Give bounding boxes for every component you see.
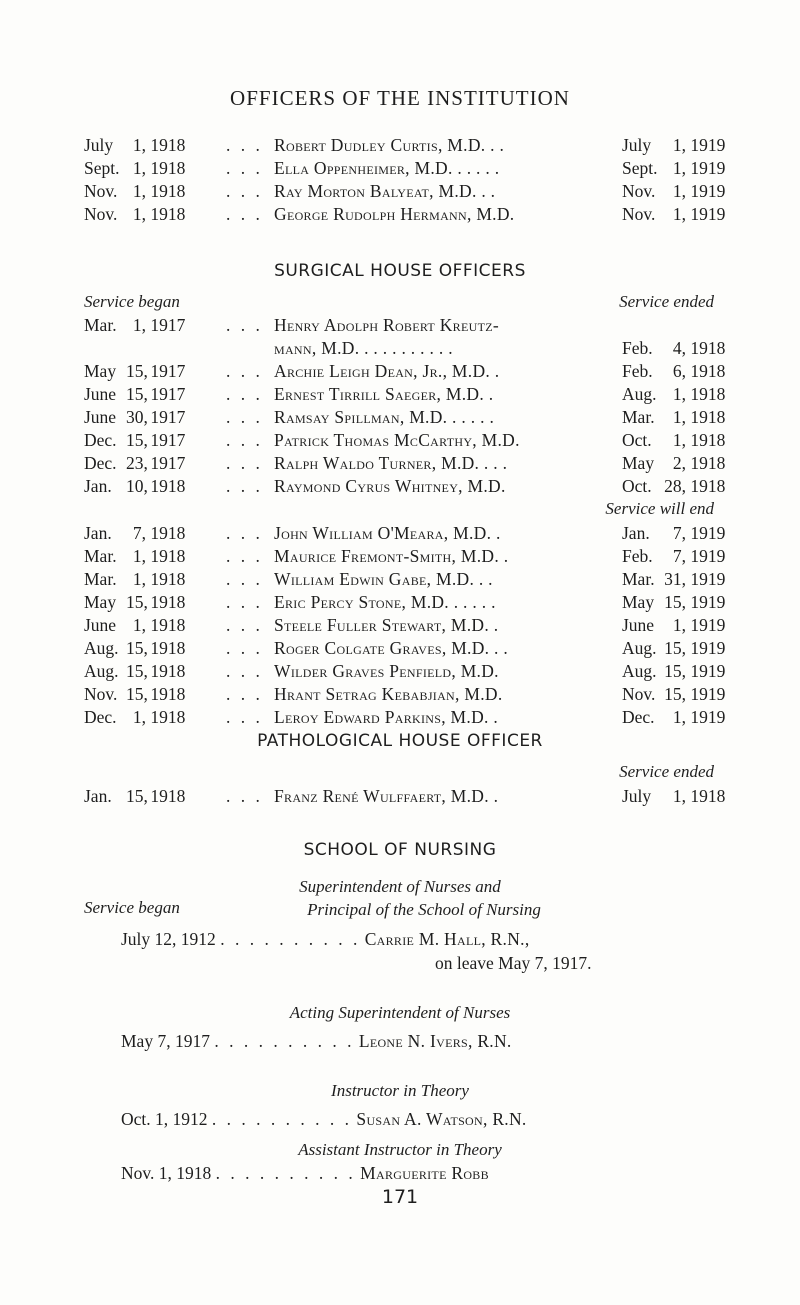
leader-dots: . . .: [226, 684, 263, 704]
position-heading: Principal of the School of Nursing: [307, 900, 541, 919]
surgical-section-title: SURGICAL HOUSE OFFICERS: [274, 261, 526, 281]
service-ended-date: Feb. 4, 1918: [622, 338, 726, 358]
officer-name: Ralph Waldo Turner, M.D. . . .: [274, 453, 508, 473]
service-ended-date: Aug. 15, 1919: [622, 638, 726, 658]
officer-name: Raymond Cyrus Whitney, M.D.: [274, 476, 506, 496]
leader-dots: . . .: [226, 661, 263, 681]
leader-dots: . . .: [226, 204, 263, 224]
service-ended-date: Aug. 1, 1918: [622, 384, 726, 404]
leader-dots: . . .: [226, 407, 263, 427]
pathological-section-title: PATHOLOGICAL HOUSE OFFICER: [257, 731, 543, 751]
leader-dots: . . .: [226, 158, 263, 178]
leader-dots: . . .: [226, 786, 263, 806]
service-ended-date: July 1, 1919: [622, 135, 726, 155]
service-ended-date: Nov. 1, 1919: [622, 181, 726, 201]
officer-name: John William O'Meara, M.D. .: [274, 523, 501, 543]
service-ended-date: Oct. 1, 1918: [622, 430, 726, 450]
officer-name: Ella Oppenheimer, M.D. . . . . .: [274, 158, 500, 178]
service-began-date: Nov. 15, 1918: [84, 684, 186, 704]
service-began-date: June 15, 1917: [84, 384, 186, 404]
leader-dots: . . .: [226, 453, 263, 473]
service-began-date: May 15, 1917: [84, 361, 186, 381]
list-item: [84, 545, 726, 568]
service-ended-heading: Service ended: [619, 292, 714, 311]
list-item: [84, 429, 726, 452]
service-began-date: Nov. 1, 1918: [84, 204, 186, 224]
leader-dots: . . .: [226, 707, 263, 727]
service-began-date: Nov. 1, 1918: [84, 181, 186, 201]
list-item: [84, 785, 726, 808]
list-item: May 7, 1917 . . . . . . . . . . Leone N. Ivers, R.N.: [121, 1031, 512, 1051]
list-item: July 12, 1912 . . . . . . . . . . Carrie M. Hall, R.N.,: [121, 929, 530, 949]
service-began-date: Dec. 15, 1917: [84, 430, 186, 450]
officer-name: Franz René Wulffaert, M.D. .: [274, 786, 499, 806]
page-title: OFFICERS OF THE INSTITUTION: [230, 86, 570, 110]
service-ended-date: June 1, 1919: [622, 615, 726, 635]
officer-name: Steele Fuller Stewart, M.D. .: [274, 615, 499, 635]
list-item: [84, 452, 726, 475]
service-ended-date: Dec. 1, 1919: [622, 707, 726, 727]
leader-dots: . . .: [226, 430, 263, 450]
officer-name: Patrick Thomas McCarthy, M.D.: [274, 430, 520, 450]
service-began-heading: Service began: [84, 898, 180, 917]
service-ended-date: Oct. 28, 1918: [622, 476, 726, 496]
list-item: [84, 614, 726, 637]
leader-dots: . . .: [226, 569, 263, 589]
officer-name: Maurice Fremont-Smith, M.D. .: [274, 546, 509, 566]
service-began-date: July 1, 1918: [84, 135, 186, 155]
leader-dots: . . .: [226, 476, 263, 496]
leader-dots: . . .: [226, 361, 263, 381]
officer-name: Archie Leigh Dean, Jr., M.D. .: [274, 361, 500, 381]
list-item: [84, 360, 726, 383]
service-ended-date: Feb. 7, 1919: [622, 546, 726, 566]
list-item: [84, 683, 726, 706]
officer-name: Ernest Tirrill Saeger, M.D. .: [274, 384, 494, 404]
service-began-heading: Service began: [84, 292, 180, 311]
officer-name: Ramsay Spillman, M.D. . . . . .: [274, 407, 495, 427]
service-began-date: Mar. 1, 1917: [84, 315, 186, 335]
leader-dots: . . .: [226, 638, 263, 658]
leader-dots: . . .: [226, 135, 263, 155]
list-item: [84, 706, 726, 729]
officer-name: Hrant Setrag Kebabjian, M.D.: [274, 684, 503, 704]
service-ended-date: Mar. 31, 1919: [622, 569, 726, 589]
service-began-date: Aug. 15, 1918: [84, 661, 186, 681]
service-ended-date: May 2, 1918: [622, 453, 726, 473]
officer-name: George Rudolph Hermann, M.D.: [274, 204, 515, 224]
page-number: 171: [381, 1186, 419, 1208]
list-item: Nov. 1, 1918 . . . . . . . . . . Marguerite Robb: [121, 1163, 489, 1183]
officer-name: Roger Colgate Graves, M.D. . .: [274, 638, 509, 658]
officer-name: Wilder Graves Penfield, M.D.: [274, 661, 499, 681]
leader-dots: . . .: [226, 181, 263, 201]
list-item: [84, 406, 726, 429]
officer-name: Leroy Edward Parkins, M.D. .: [274, 707, 499, 727]
list-item: [84, 475, 726, 498]
service-ended-date: Feb. 6, 1918: [622, 361, 726, 381]
officer-name: Ray Morton Balyeat, M.D. . .: [274, 181, 496, 201]
position-heading: Acting Superintendent of Nurses: [289, 1003, 511, 1022]
officer-name: William Edwin Gabe, M.D. . .: [274, 569, 493, 589]
officer-name: Robert Dudley Curtis, M.D. . .: [274, 135, 505, 155]
list-item: [84, 591, 726, 614]
officer-name: Eric Percy Stone, M.D. . . . . .: [274, 592, 496, 612]
service-will-end-heading: Service will end: [605, 499, 714, 518]
service-began-date: Jan. 10, 1918: [84, 476, 186, 496]
service-began-date: June 1, 1918: [84, 615, 186, 635]
leader-dots: . . .: [226, 523, 263, 543]
service-ended-date: July 1, 1918: [622, 786, 726, 806]
leader-dots: . . .: [226, 592, 263, 612]
officer-name: Henry Adolph Robert Kreutz-: [274, 315, 499, 335]
list-item: [84, 660, 726, 683]
leader-dots: . . .: [226, 384, 263, 404]
list-item: [84, 568, 726, 591]
service-ended-heading: Service ended: [619, 762, 714, 781]
service-began-date: Jan. 15, 1918: [84, 786, 186, 806]
service-began-date: Sept. 1, 1918: [84, 158, 186, 178]
service-began-date: Aug. 15, 1918: [84, 638, 186, 658]
leader-dots: . . .: [226, 315, 263, 335]
list-item: [84, 383, 726, 406]
service-began-date: Dec. 23, 1917: [84, 453, 186, 473]
list-item: [84, 134, 726, 157]
service-ended-date: Nov. 15, 1919: [622, 684, 726, 704]
list-item: Oct. 1, 1912 . . . . . . . . . . Susan A. Watson, R.N.: [121, 1109, 527, 1129]
service-ended-date: Mar. 1, 1918: [622, 407, 726, 427]
service-ended-date: Aug. 15, 1919: [622, 661, 726, 681]
list-item: [84, 337, 726, 360]
nursing-section-title: SCHOOL OF NURSING: [303, 840, 497, 860]
service-ended-date: May 15, 1919: [622, 592, 726, 612]
service-began-date: Mar. 1, 1918: [84, 569, 186, 589]
service-ended-date: Jan. 7, 1919: [622, 523, 726, 543]
service-ended-date: Sept. 1, 1919: [622, 158, 726, 178]
list-item: [84, 203, 726, 226]
list-item: [84, 522, 726, 545]
service-began-date: June 30, 1917: [84, 407, 186, 427]
service-began-date: May 15, 1918: [84, 592, 186, 612]
list-item: [84, 637, 726, 660]
service-began-date: Dec. 1, 1918: [84, 707, 186, 727]
list-item: [84, 157, 726, 180]
service-began-date: Jan. 7, 1918: [84, 523, 186, 543]
position-heading: Instructor in Theory: [331, 1081, 469, 1100]
leader-dots: . . .: [226, 615, 263, 635]
list-item: [84, 180, 726, 203]
service-ended-date: Nov. 1, 1919: [622, 204, 726, 224]
list-item: [84, 314, 726, 337]
position-heading: Superintendent of Nurses and: [299, 877, 501, 896]
leader-dots: . . .: [226, 546, 263, 566]
position-heading: Assistant Instructor in Theory: [298, 1140, 502, 1159]
leave-note: on leave May 7, 1917.: [435, 953, 592, 973]
officer-name-continued: mann, M.D. . . . . . . . . . .: [274, 338, 453, 358]
service-began-date: Mar. 1, 1918: [84, 546, 186, 566]
